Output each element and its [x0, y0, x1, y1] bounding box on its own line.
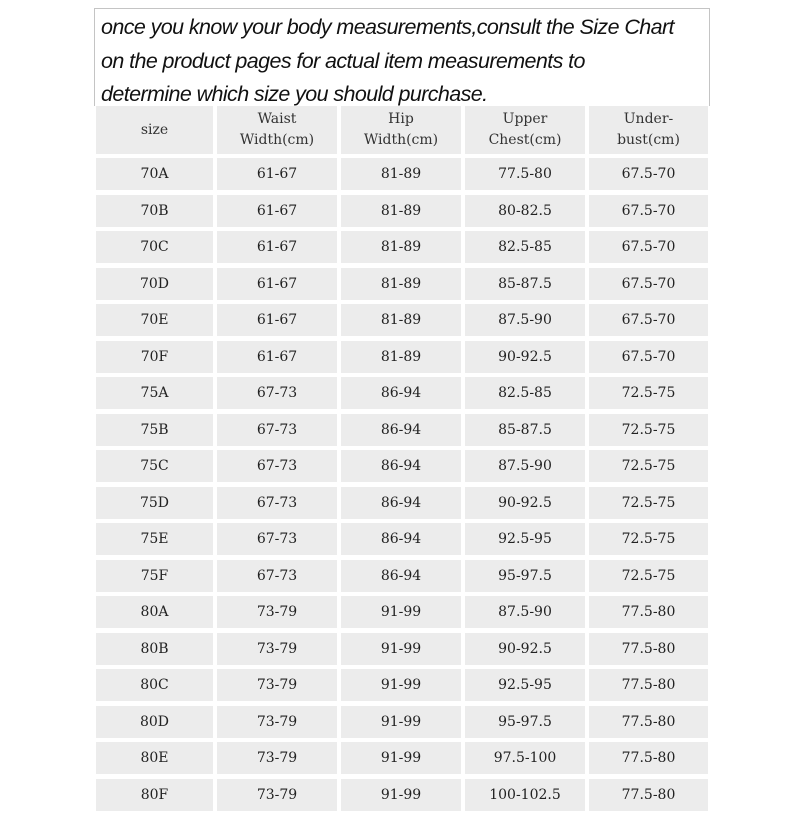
upper-chest-cell: 92.5-95 [465, 669, 585, 701]
upper-chest-cell: 85-87.5 [465, 414, 585, 446]
underbust-cell: 77.5-80 [589, 742, 708, 774]
underbust-cell: 72.5-75 [589, 560, 708, 592]
underbust-cell: 67.5-70 [589, 341, 708, 373]
hip-cell: 91-99 [341, 633, 461, 665]
upper-chest-cell: 100-102.5 [465, 779, 585, 811]
waist-cell: 61-67 [217, 268, 337, 300]
table-row [94, 669, 710, 701]
waist-cell: 67-73 [217, 414, 337, 446]
table-row [94, 341, 710, 373]
hip-cell: 91-99 [341, 596, 461, 628]
upper-chest-cell: 87.5-90 [465, 596, 585, 628]
table-row [94, 523, 710, 555]
waist-cell: 73-79 [217, 633, 337, 665]
instruction-line: once you know your body measurements,consult the Size Chart [101, 15, 674, 39]
underbust-cell: 77.5-80 [589, 779, 708, 811]
instruction-line: determine which size you should purchase. [101, 82, 488, 106]
table-row [94, 231, 710, 263]
size-cell: 75F [96, 560, 213, 592]
table-row [94, 414, 710, 446]
table-row [94, 304, 710, 336]
size-cell: 70D [96, 268, 213, 300]
header-underbust [589, 106, 708, 154]
header-label: bust(cm) [617, 132, 680, 148]
size-cell: 70E [96, 304, 213, 336]
hip-cell: 81-89 [341, 231, 461, 263]
underbust-cell: 72.5-75 [589, 523, 708, 555]
size-cell: 80F [96, 779, 213, 811]
size-cell: 70B [96, 195, 213, 227]
header-size [96, 106, 213, 154]
waist-cell: 73-79 [217, 669, 337, 701]
waist-cell: 73-79 [217, 779, 337, 811]
hip-cell: 81-89 [341, 158, 461, 190]
size-cell: 80E [96, 742, 213, 774]
header-label: Waist [257, 111, 297, 127]
hip-cell: 86-94 [341, 487, 461, 519]
size-cell: 80A [96, 596, 213, 628]
table-header-row [94, 106, 710, 148]
size-cell: 80D [96, 706, 213, 738]
upper-chest-cell: 85-87.5 [465, 268, 585, 300]
waist-cell: 67-73 [217, 487, 337, 519]
table-row [94, 742, 710, 774]
upper-chest-cell: 80-82.5 [465, 195, 585, 227]
hip-cell: 81-89 [341, 195, 461, 227]
size-cell: 70C [96, 231, 213, 263]
table-row [94, 195, 710, 227]
hip-cell: 81-89 [341, 268, 461, 300]
underbust-cell: 67.5-70 [589, 231, 708, 263]
underbust-cell: 67.5-70 [589, 304, 708, 336]
waist-cell: 67-73 [217, 560, 337, 592]
underbust-cell: 72.5-75 [589, 487, 708, 519]
header-label: Hip [388, 111, 414, 127]
instruction-line: on the product pages for actual item measurements to [101, 48, 585, 73]
size-chart-table [94, 106, 710, 816]
underbust-cell: 72.5-75 [589, 377, 708, 409]
size-cell: 75A [96, 377, 213, 409]
underbust-cell: 77.5-80 [589, 633, 708, 665]
underbust-cell: 72.5-75 [589, 414, 708, 446]
size-cell: 75D [96, 487, 213, 519]
size-cell: 80C [96, 669, 213, 701]
hip-cell: 86-94 [341, 377, 461, 409]
size-cell: 75C [96, 450, 213, 482]
waist-cell: 61-67 [217, 341, 337, 373]
hip-cell: 91-99 [341, 742, 461, 774]
underbust-cell: 77.5-80 [589, 669, 708, 701]
hip-cell: 81-89 [341, 304, 461, 336]
upper-chest-cell: 82.5-85 [465, 377, 585, 409]
header-label: Width(cm) [363, 132, 439, 148]
upper-chest-cell: 90-92.5 [465, 633, 585, 665]
waist-cell: 67-73 [217, 523, 337, 555]
size-cell: 70F [96, 341, 213, 373]
underbust-cell: 67.5-70 [589, 158, 708, 190]
table-row [94, 377, 710, 409]
waist-cell: 61-67 [217, 195, 337, 227]
underbust-cell: 67.5-70 [589, 268, 708, 300]
hip-cell: 91-99 [341, 779, 461, 811]
upper-chest-cell: 82.5-85 [465, 231, 585, 263]
hip-cell: 86-94 [341, 523, 461, 555]
size-cell: 75E [96, 523, 213, 555]
table-row [94, 560, 710, 592]
upper-chest-cell: 77.5-80 [465, 158, 585, 190]
table-row [94, 487, 710, 519]
header-hip-width [341, 106, 461, 154]
size-cell: 75B [96, 414, 213, 446]
header-label: Chest(cm) [488, 132, 562, 148]
table-row [94, 158, 710, 190]
waist-cell: 73-79 [217, 706, 337, 738]
table-row [94, 268, 710, 300]
header-label: Width(cm) [239, 132, 315, 148]
hip-cell: 86-94 [341, 414, 461, 446]
size-cell: 80B [96, 633, 213, 665]
header-label: size [140, 121, 169, 138]
waist-cell: 61-67 [217, 231, 337, 263]
table-row [94, 706, 710, 738]
table-row [94, 779, 710, 811]
upper-chest-cell: 87.5-90 [465, 450, 585, 482]
waist-cell: 61-67 [217, 304, 337, 336]
hip-cell: 86-94 [341, 450, 461, 482]
waist-cell: 61-67 [217, 158, 337, 190]
header-upper-chest [465, 106, 585, 154]
upper-chest-cell: 90-92.5 [465, 487, 585, 519]
hip-cell: 91-99 [341, 669, 461, 701]
hip-cell: 81-89 [341, 341, 461, 373]
upper-chest-cell: 95-97.5 [465, 706, 585, 738]
upper-chest-cell: 95-97.5 [465, 560, 585, 592]
underbust-cell: 67.5-70 [589, 195, 708, 227]
waist-cell: 73-79 [217, 596, 337, 628]
header-label: Upper [502, 111, 548, 127]
upper-chest-cell: 90-92.5 [465, 341, 585, 373]
waist-cell: 67-73 [217, 450, 337, 482]
underbust-cell: 77.5-80 [589, 596, 708, 628]
size-cell: 70A [96, 158, 213, 190]
upper-chest-cell: 92.5-95 [465, 523, 585, 555]
underbust-cell: 72.5-75 [589, 450, 708, 482]
table-row [94, 596, 710, 628]
waist-cell: 67-73 [217, 377, 337, 409]
table-row [94, 450, 710, 482]
hip-cell: 86-94 [341, 560, 461, 592]
waist-cell: 73-79 [217, 742, 337, 774]
upper-chest-cell: 97.5-100 [465, 742, 585, 774]
underbust-cell: 77.5-80 [589, 706, 708, 738]
header-label: Under- [623, 111, 674, 127]
size-chart-instructions [94, 8, 710, 106]
table-row [94, 633, 710, 665]
hip-cell: 91-99 [341, 706, 461, 738]
header-waist-width [217, 106, 337, 154]
upper-chest-cell: 87.5-90 [465, 304, 585, 336]
